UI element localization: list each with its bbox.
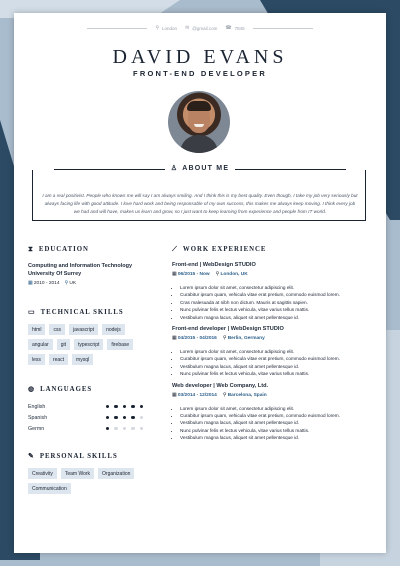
level-dot [106, 405, 109, 408]
job-title: Web developer | Web Company, Ltd. [172, 382, 269, 389]
location-icon: ⚲ [215, 272, 220, 277]
personal-heading: PERSONAL SKILLS [39, 452, 118, 460]
bullet: • Nunc pulvinar felis et lectus vehicula, vitae varius tellus mattis. [180, 370, 372, 377]
level-dot [140, 405, 143, 408]
bullet: • Curabitur ipsum quam, vehicula vitae erat pretium, commodo euismod lorem. [180, 412, 372, 419]
language-level [106, 416, 143, 419]
contact-bar [14, 23, 386, 33]
languages-heading-row [28, 385, 143, 393]
level-dot [131, 427, 134, 430]
resume-page [14, 13, 386, 553]
bullet: • Nunc pulvinar felis et lectus vehicula, vitae varius tellus mattis. [180, 427, 372, 434]
contact-email[interactable] [185, 25, 217, 31]
experience-heading-row [172, 245, 372, 254]
education-dates: 2010 - 2014 [33, 281, 60, 286]
email-icon: ✉ [185, 25, 190, 31]
education-school: University Of Surrey [28, 271, 82, 277]
skill-tag: css [49, 324, 65, 335]
bullet: • Vestibulum magna lacus, aliquet sit amet pellentesque id. [180, 314, 372, 321]
calendar-icon: ▦ [172, 336, 177, 342]
job-meta [172, 272, 372, 277]
job-place: Berlin, Germany [227, 336, 265, 342]
skill-tag: angular [28, 339, 53, 350]
skill-tag: javascript [69, 324, 98, 335]
language-name: Spanish [28, 414, 48, 421]
location-text: London [162, 25, 178, 31]
left-column [28, 245, 143, 494]
level-dot [114, 416, 117, 419]
job-entry [172, 326, 372, 378]
skill-tag: html [28, 324, 45, 335]
job-dates: 04/2015 - 04/2016 [177, 336, 217, 342]
skills-heading-row [28, 308, 143, 316]
level-dot [140, 416, 143, 419]
level-dot [106, 427, 109, 430]
job-dates: 03/2014 - 12/2014 [177, 392, 217, 398]
level-dot [123, 416, 126, 419]
languages-list [28, 401, 143, 434]
skill-tag: firebase [107, 339, 133, 350]
bullet: • Curabitur ipsum quam, vehicula vitae erat pretium, commodo euismod lorem. [180, 355, 372, 362]
job-headline: FRONT-END DEVELOPER [133, 69, 267, 78]
education-meta [28, 281, 143, 286]
contact-phone [225, 25, 244, 31]
education-country: UK [69, 281, 77, 286]
user-icon: ♙ [170, 165, 179, 172]
skills-heading: TECHNICAL SKILLS [40, 308, 124, 316]
education-heading-row [28, 245, 143, 254]
level-dot [131, 416, 134, 419]
language-row [28, 412, 143, 423]
job-bullets [172, 405, 372, 442]
pencil-icon: ✎ [28, 452, 35, 460]
level-dot [123, 427, 126, 430]
divider [253, 28, 313, 29]
arrow-icon: ⟋ [172, 245, 178, 253]
job-place: London, UK [220, 272, 248, 277]
level-dot [106, 416, 109, 419]
profile-photo [168, 91, 230, 153]
globe-icon: ◍ [28, 385, 36, 393]
level-dot [123, 405, 126, 408]
location-icon: ⚲ [155, 25, 160, 31]
bullet: • Lorem ipsum dolor sit amet, consectetur adipiscing elit. [180, 284, 372, 291]
bullet: • Vestibulum magna lacus, aliquet sit amet pellentesque id. [180, 434, 372, 441]
language-name: Germn [28, 425, 45, 432]
about-heading: ABOUT ME [182, 164, 230, 172]
level-dot [114, 427, 117, 430]
personal-tag: Communication [28, 483, 71, 494]
bullet: • Lorem ipsum dolor sit amet, consectetur adipiscing elit. [180, 348, 372, 355]
job-meta [172, 336, 372, 341]
job-dates: 06/2015 - Now [177, 272, 210, 277]
job-entry [172, 383, 372, 442]
language-row [28, 423, 143, 434]
person-name: DAVID EVANS [112, 46, 288, 68]
bullet: • Vestibulum magna lacus, aliquet sit amet pellentesque id. [180, 419, 372, 426]
bullet: • Cras malesuada at nibh non dictum. Mauris at sagittis sapien. [180, 299, 372, 306]
personal-tags [28, 468, 143, 494]
skill-tag: nodejs [102, 324, 125, 335]
bullet: • Vestibulum magna lacus, aliquet sit amet pellentesque id. [180, 363, 372, 370]
language-name: English [28, 403, 46, 410]
skill-tag: less [28, 354, 45, 365]
personal-tag: Team Work [61, 468, 94, 479]
language-level [106, 405, 143, 408]
divider [87, 28, 147, 29]
contact-location [155, 25, 177, 31]
phone-text: 7845 [234, 25, 245, 31]
hourglass-icon: ⧗ [28, 245, 34, 253]
languages-heading: LANGUAGES [40, 385, 93, 393]
location-icon: ⚲ [222, 392, 227, 398]
skills-tags [28, 324, 143, 365]
monitor-icon: ▭ [28, 308, 36, 316]
calendar-icon: ▦ [28, 281, 33, 286]
right-column [172, 245, 372, 442]
skill-tag: react [49, 354, 68, 365]
job-place: Barcelona, Spain [227, 392, 267, 398]
location-icon: ⚲ [64, 281, 69, 286]
job-title: Front-end | WebDesign STUDIO [172, 262, 256, 268]
bullet: • Nunc pulvinar felis et lectus vehicula, vitae varius tellus mattis. [180, 306, 372, 313]
skill-tag: git [57, 339, 70, 350]
email-text: @gmail.com [192, 25, 218, 31]
calendar-icon: ▦ [172, 392, 177, 398]
level-dot [114, 405, 117, 408]
job-title: Front-end developer | WebDesign STUDIO [172, 326, 284, 333]
level-dot [131, 405, 134, 408]
experience-heading: WORK EXPERIENCE [182, 246, 267, 253]
personal-tag: Organization [98, 468, 134, 479]
language-level [106, 427, 143, 430]
personal-tag: Creativity [28, 468, 57, 479]
calendar-icon: ▦ [172, 272, 177, 277]
bullet: • Curabitur ipsum quam, vehicula vitae erat pretium, commodo euismod lorem. [180, 291, 372, 298]
skill-tag: mysql [72, 354, 93, 365]
about-text: I am a real positivist. People who knows me will say I am always smiling. And I think this is my best quality. Even though, I take my job very seriously but always facing life with good attitude. I love hard work and being responsable of my own success, this makes me always keep moving. I think every job we had and will have, makes us learn and grow, so I just want to keep learning from experience and people from IT world. [42, 193, 358, 215]
personal-heading-row [28, 452, 143, 460]
job-meta [172, 393, 372, 398]
job-entry [172, 262, 372, 321]
education-heading: EDUCATION [38, 246, 89, 253]
bullet: • Lorem ipsum dolor sit amet, consectetur adipiscing elit. [180, 405, 372, 412]
phone-icon: ☎ [225, 25, 232, 31]
skill-tag: typescript [74, 339, 103, 350]
job-bullets [172, 348, 372, 378]
job-bullets [172, 284, 372, 321]
level-dot [140, 427, 143, 430]
location-icon: ⚲ [222, 336, 227, 342]
language-row [28, 401, 143, 412]
education-degree: Computing and Information Technology [28, 263, 133, 269]
